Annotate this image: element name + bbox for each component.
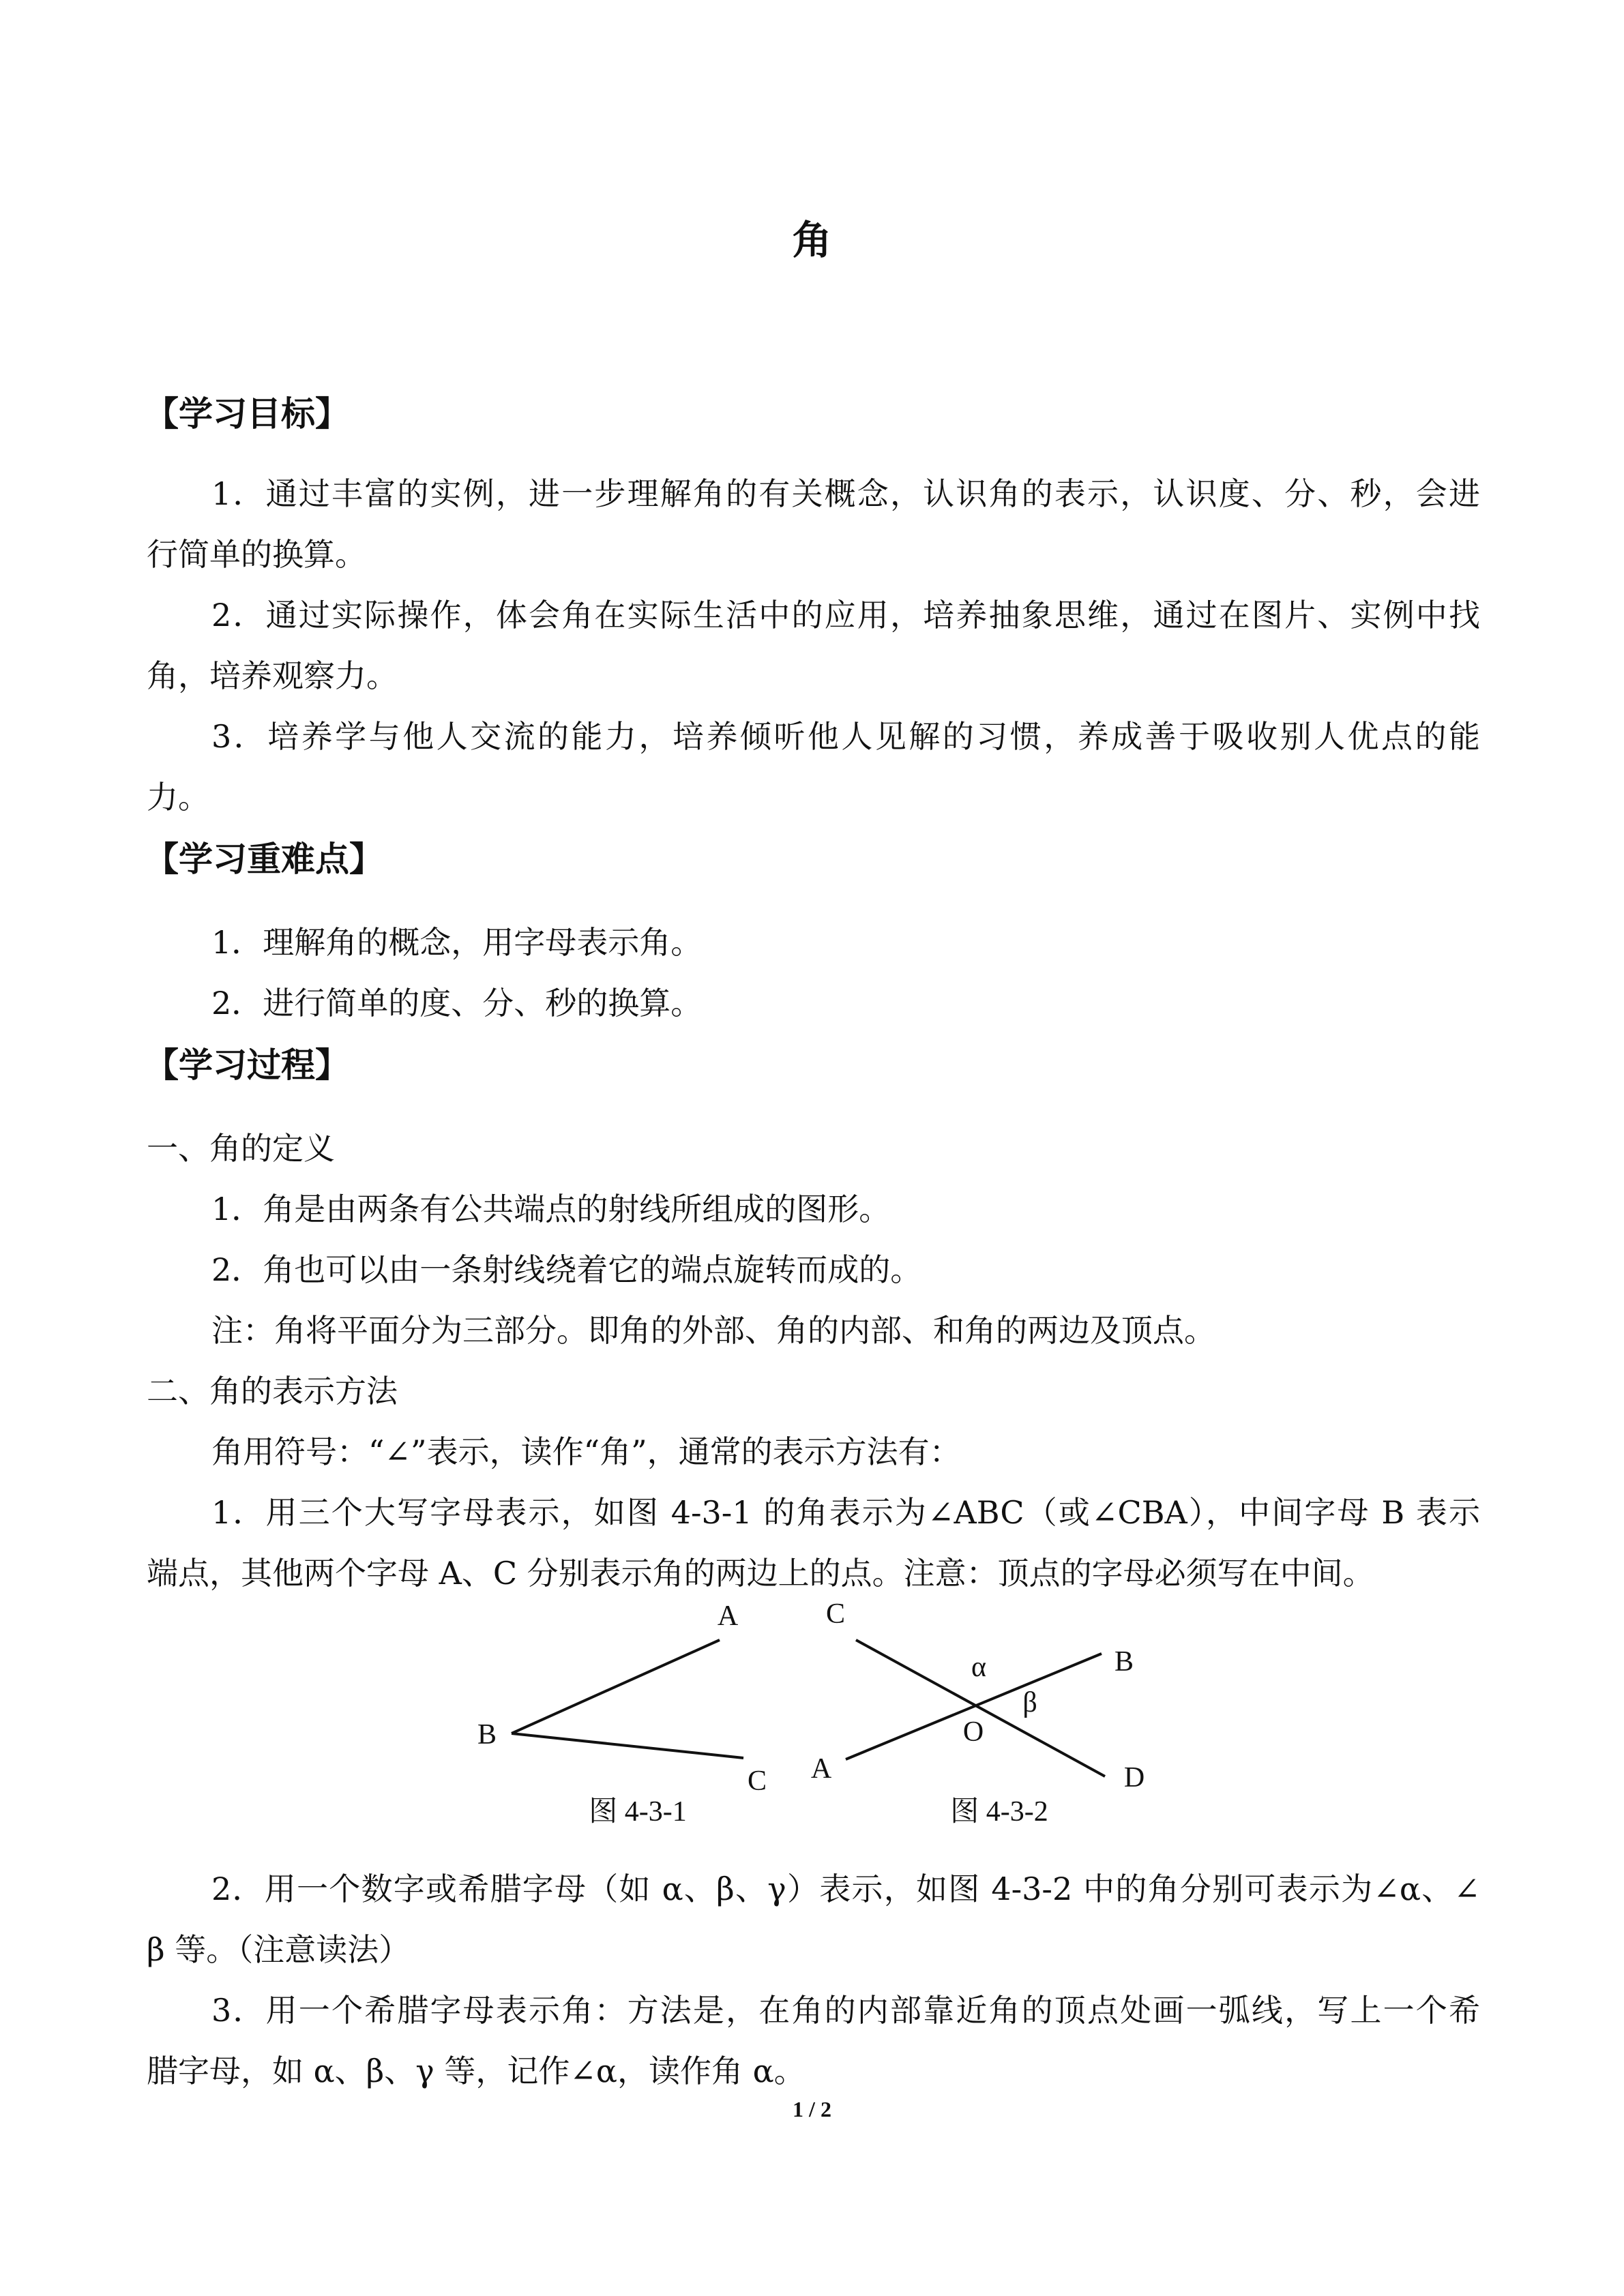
objective-1-line-1: 1．通过丰富的实例，进一步理解角的有关概念，认识角的表示，认识度、分、秒，会进 [211,475,1480,512]
process-heading: 【学习过程】 [145,1045,349,1085]
fig2-label-a: A [810,1753,832,1785]
section-notation-title: 二、角的表示方法 [147,1373,398,1410]
notation-item-1-line-2: 端点，其他两个字母 A、C 分别表示角的两边上的点。注意：顶点的字母必须写在中间。 [147,1555,1374,1592]
fig1-label-c: C [747,1765,767,1797]
objective-3-line-2: 力。 [147,779,209,816]
objective-2-line-2: 角，培养观察力。 [147,657,398,694]
fig1-ray-bc [512,1733,743,1758]
page-number: 1 / 2 [793,2097,831,2121]
fig1-ray-ba [512,1640,720,1733]
fig1-label-b: B [477,1719,497,1750]
definition-note: 注：角将平面分为三部分。即角的外部、角的内部、和角的两边及顶点。 [211,1312,1215,1349]
angle-figures [450,1592,1173,1845]
notation-item-2-line-1: 2．用一个数字或希腊字母（如 α、β、γ）表示，如图 4-3-2 中的角分别可表示为∠α、∠ [211,1870,1480,1907]
notation-item-3-line-2: 腊字母，如 α、β、γ 等，记作∠α，读作角 α。 [147,2053,806,2089]
notation-item-1-line-1: 1．用三个大写字母表示，如图 4-3-1 的角表示为∠ABC（或∠CBA），中间字母 B 表示 [211,1494,1480,1531]
definition-item-2: 2．角也可以由一条射线绕着它的端点旋转而成的。 [211,1251,922,1288]
key-points-heading: 【学习重难点】 [145,839,383,879]
fig2-label-o: O [962,1716,984,1748]
notation-intro: 角用符号：“∠”表示，读作“角”，通常的表示方法有： [211,1433,961,1470]
fig2-label-c: C [825,1598,846,1630]
notation-item-3-line-1: 3．用一个希腊字母表示角：方法是，在角的内部靠近角的顶点处画一弧线，写上一个希 [211,1992,1480,2029]
page-title: 角 [792,217,832,263]
objectives-heading: 【学习目标】 [145,394,349,434]
key-point-1: 1．理解角的概念，用字母表示角。 [211,924,703,961]
objective-1-line-2: 行简单的换算。 [147,536,366,573]
fig2-label-b: B [1114,1646,1134,1678]
fig1-caption: 图 4-3-1 [589,1796,687,1828]
fig1-label-a: A [717,1600,739,1632]
angle-diagrams-svg [450,1592,1173,1845]
objective-2-line-1: 2．通过实际操作，体会角在实际生活中的应用，培养抽象思维，通过在图片、实例中找 [211,597,1480,633]
fig2-caption: 图 4-3-2 [950,1796,1048,1828]
notation-item-2-line-2: β 等。（注意读法） [147,1931,411,1968]
fig2-label-d: D [1123,1762,1145,1793]
section-definition-title: 一、角的定义 [147,1130,335,1167]
objective-3-line-1: 3．培养学与他人交流的能力，培养倾听他人见解的习惯，养成善于吸收别人优点的能 [211,718,1480,755]
fig2-label-beta: β [1022,1687,1037,1718]
fig2-label-alpha: α [971,1652,987,1683]
definition-item-1: 1．角是由两条有公共端点的射线所组成的图形。 [211,1191,891,1227]
key-point-2: 2．进行简单的度、分、秒的换算。 [211,985,703,1022]
